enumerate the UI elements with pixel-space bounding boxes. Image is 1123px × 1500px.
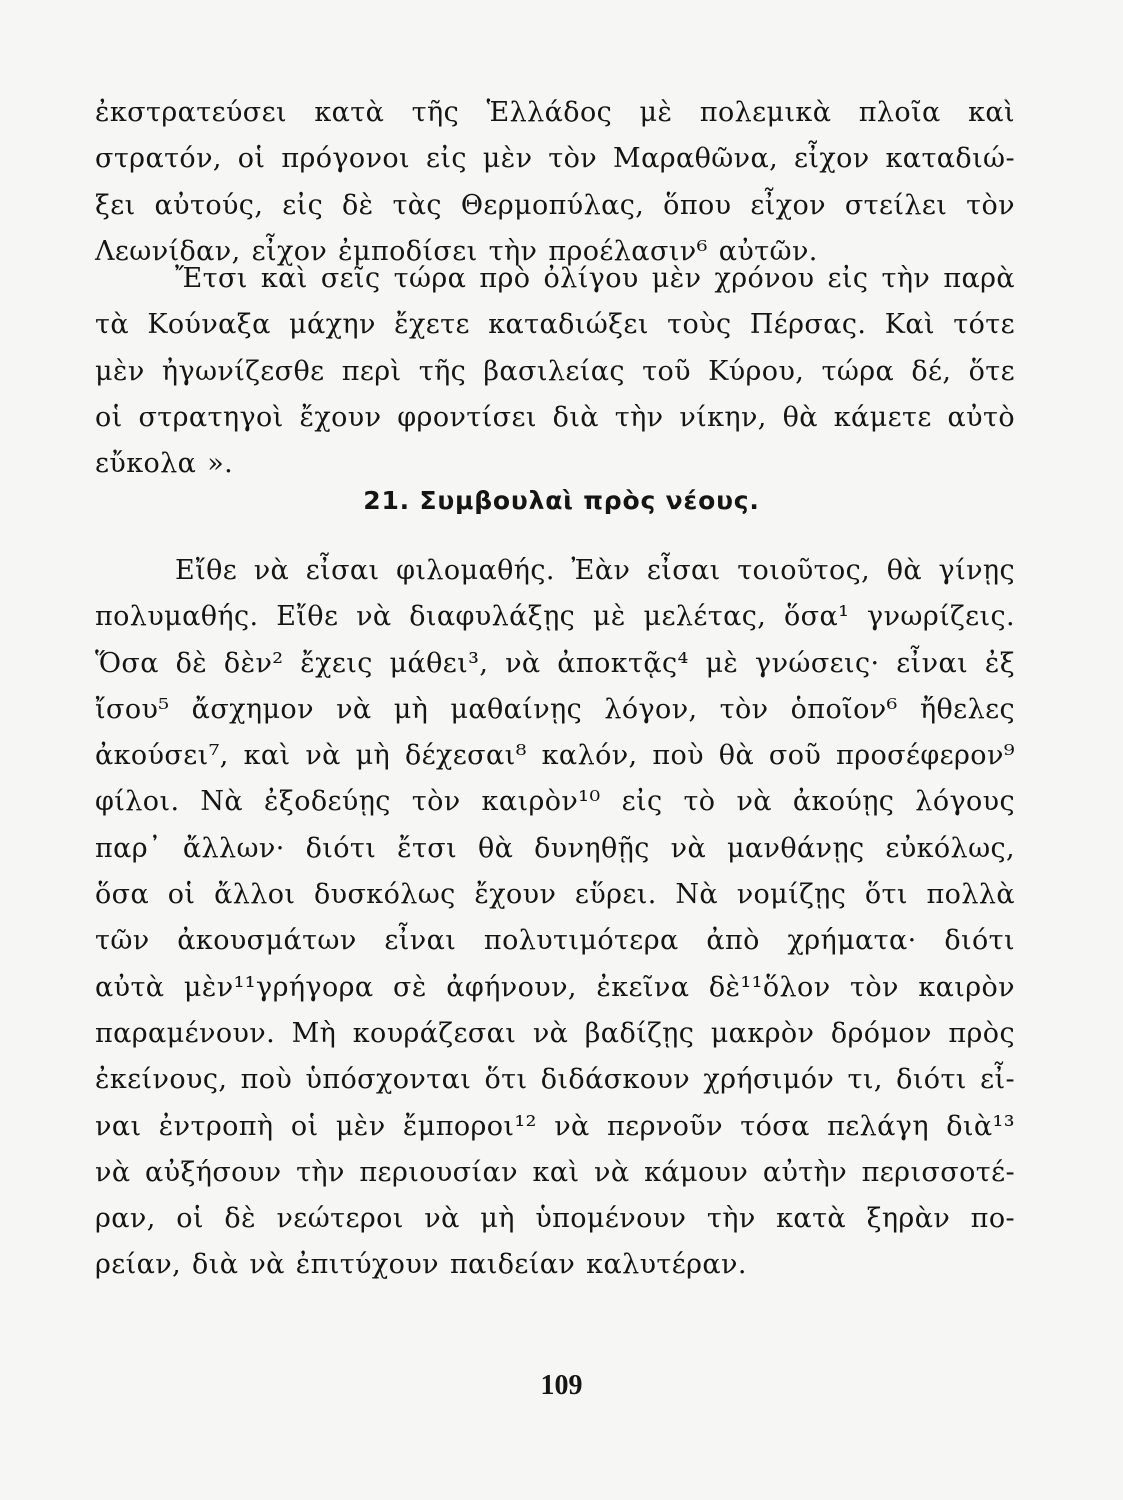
text-line: ξει αὐτούς, εἰς δὲ τὰς Θερμοπύλας, ὅπου εἶχον στείλει τὸν	[95, 189, 1015, 221]
text-line: ἴσου⁵ ἄσχημον νὰ μὴ μαθαίνῃς λόγον, τὸν ὁποῖον⁶ ἤθελες	[95, 693, 1015, 725]
text-line: ἐκστρατεύσει κατὰ τῆς Ἑλλάδος μὲ πολεμικὰ πλοῖα καὶ	[95, 97, 1015, 128]
text-line: αὐτὰ μὲν¹¹γρήγορα σὲ ἀφήνουν, ἐκεῖνα δὲ¹¹ὅλον τὸν καιρὸν	[95, 971, 1015, 1003]
text-line: φίλοι. Νὰ ἐξοδεύῃς τὸν καιρὸν¹⁰ εἰς τὸ νὰ ἀκούῃς λόγους	[95, 786, 1015, 818]
text-line: ραν, οἱ δὲ νεώτεροι νὰ μὴ ὑπομένουν τὴν κατὰ ξηρὰν πο-	[95, 1203, 1015, 1235]
text-line: Λεωνίδαν, εἶχον ἐμποδίσει τὴν προέλασιν⁶ αὐτῶν.	[95, 235, 818, 267]
text-line: πολυμαθής. Εἴθε νὰ διαφυλάξῃς μὲ μελέτας, ὅσα¹ γνωρίζεις.	[95, 601, 1015, 633]
text-line: τὰ Κούναξα μάχην ἔχετε καταδιώξει τοὺς Πέρσας. Καὶ τότε	[95, 309, 1015, 341]
text-line: στρατόν, οἱ πρόγονοι εἰς μὲν τὸν Μαραθῶνα, εἶχον καταδιώ-	[95, 143, 1015, 175]
text-line: παρ᾽ ἄλλων· διότι ἔτσι θὰ δυνηθῇς νὰ μανθάνῃς εὐκόλως,	[95, 832, 1015, 864]
text-line: Ὅσα δὲ δὲν² ἔχεις μάθει³, νὰ ἀποκτᾷς⁴ μὲ γνώσεις· εἶναι ἐξ	[95, 647, 1015, 679]
text-line: ἐκείνους, ποὺ ὑπόσχονται ὅτι διδάσκουν χρήσιμόν τι, διότι εἶ-	[95, 1064, 1015, 1096]
text-line: μὲν ἠγωνίζεσθε περὶ τῆς βασιλείας τοῦ Κύρου, τώρα δέ, ὅτε	[95, 355, 1015, 387]
text-line: ἀκούσει⁷, καὶ νὰ μὴ δέχεσαι⁸ καλόν, ποὺ θὰ σοῦ προσέφερον⁹	[95, 740, 1015, 772]
paragraph-kounaxa	[95, 256, 1015, 487]
text-line: Εἴθε νὰ εἶσαι φιλομαθής. Ἐὰν εἶσαι τοιοῦτος, θὰ γίνῃς	[175, 555, 1015, 586]
text-line: εὔκολα ».	[95, 448, 234, 480]
text-line: Ἔτσι καὶ σεῖς τώρα πρὸ ὀλίγου μὲν χρόνου εἰς τὴν παρὰ	[175, 263, 1015, 294]
text-line: ναι ἐντροπὴ οἱ μὲν ἔμποροι¹² νὰ περνοῦν τόσα πελάγη διὰ¹³	[95, 1110, 1015, 1142]
text-line: οἱ στρατηγοὶ ἔχουν φροντίσει διὰ τὴν νίκην, θὰ κάμετε αὐτὸ	[95, 401, 1015, 433]
text-line: τῶν ἀκουσμάτων εἶναι πολυτιμότερα ἀπὸ χρήματα· διότι	[95, 925, 1015, 957]
section-heading: 21. Συμβουλαὶ πρὸς νέους.	[363, 486, 760, 515]
paragraph-advice	[95, 548, 1015, 1289]
text-line: ὅσα οἱ ἄλλοι δυσκόλως ἔχουν εὕρει. Νὰ νομίζῃς ὅτι πολλὰ	[95, 879, 1015, 911]
text-line: νὰ αὐξήσουν τὴν περιουσίαν καὶ νὰ κάμουν αὐτὴν περισσοτέ-	[95, 1156, 1015, 1188]
paragraph-continuation	[95, 90, 1015, 275]
text-line: ρείαν, διὰ νὰ ἐπιτύχουν παιδείαν καλυτέραν.	[95, 1249, 747, 1281]
page-number: 109	[540, 1370, 583, 1401]
text-line: παραμένουν. Μὴ κουράζεσαι νὰ βαδίζῃς μακρὸν δρόμον πρὸς	[95, 1017, 1015, 1049]
